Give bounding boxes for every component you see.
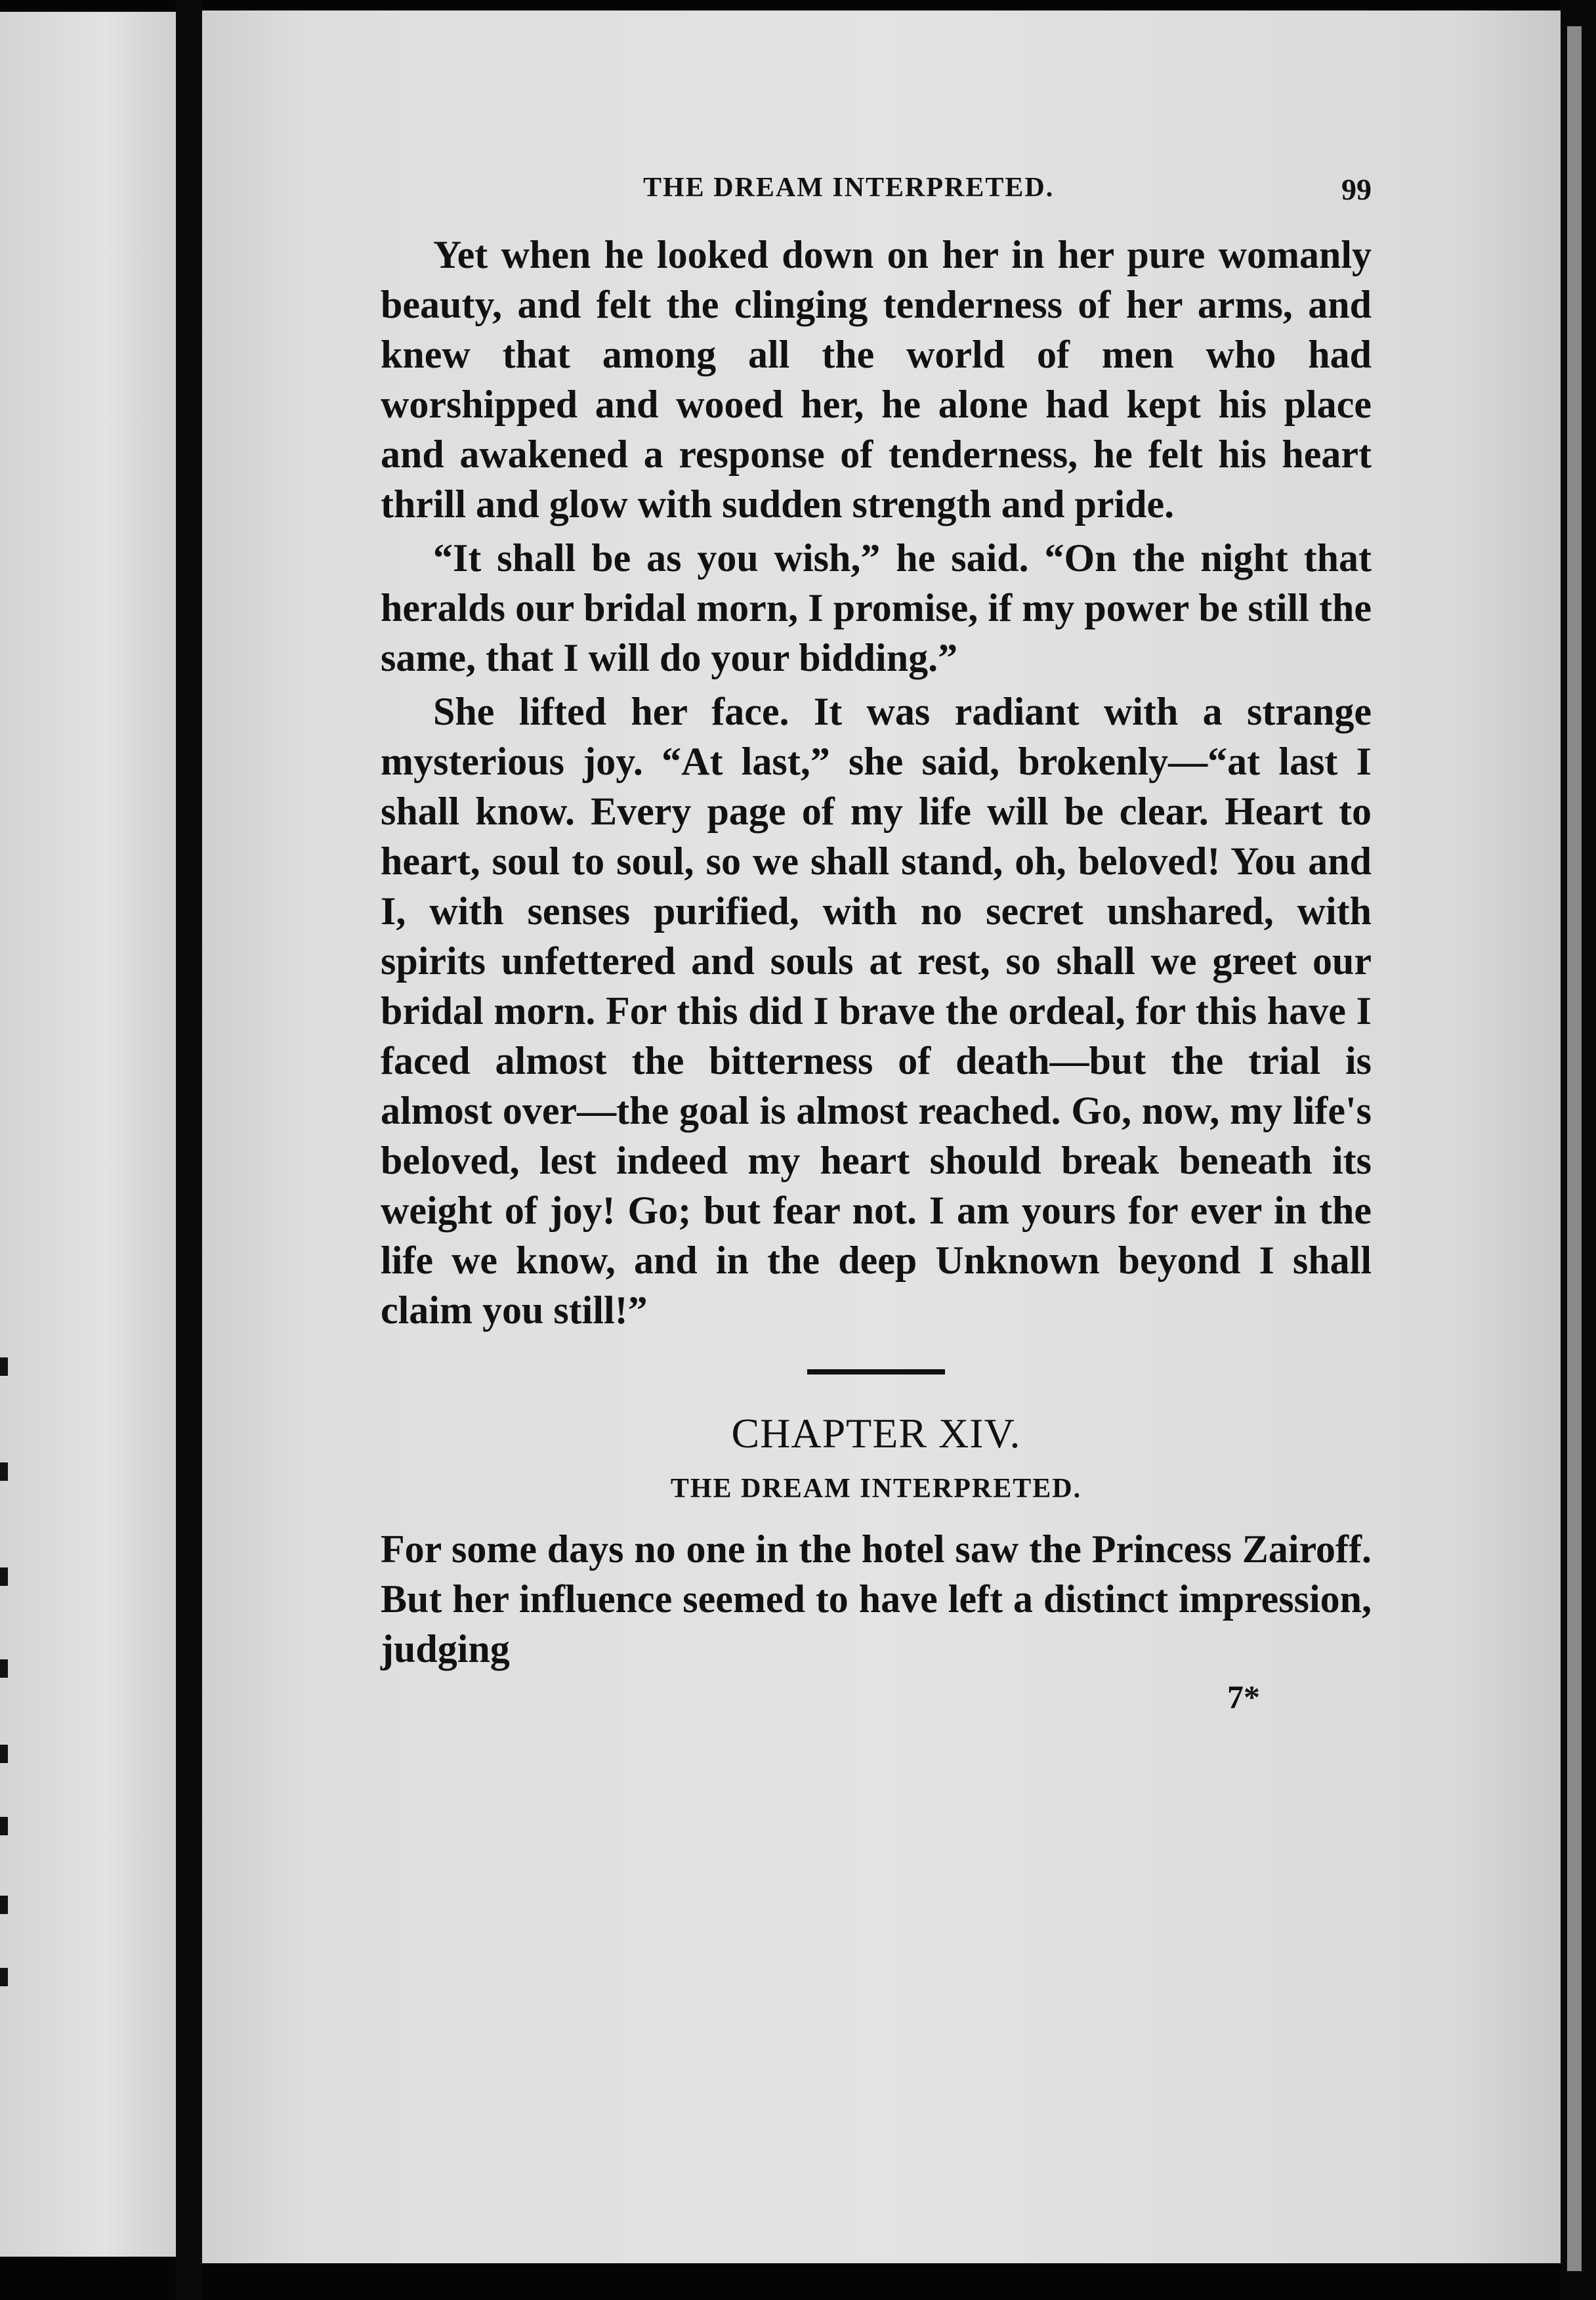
paragraph: “It shall be as you wish,” he said. “On the night that heralds our bridal morn, I promise, if my power be still the same, that I will do your bidding.” xyxy=(381,536,1372,679)
page-text xyxy=(381,172,1372,1716)
facing-page-edge xyxy=(0,12,176,2257)
paragraph: She lifted her face. It was radiant with a strange mysterious joy. “At last,” she said, brokenly—“at last I shall know. Every page of my life will be clear. Heart to heart, soul to soul, so we shall stand, oh, beloved! You and I, with senses purified, with no secret unshared, with spirits unfettered and souls at rest, so shall we greet our bridal morn. For this did I brave the ordeal, for this have I faced almost the bitterness of death—but the trial is almost over—the goal is almost reached. Go, now, my life's beloved, lest indeed my heart should break beneath its weight of joy! Go; but fear not. I am yours for ever in the life we know, and in the deep Unknown beyond I shall claim you still!” xyxy=(381,690,1372,1332)
page-edge xyxy=(1561,0,1596,2300)
paragraph: Yet when he looked down on her in her pure womanly beauty, and felt the clinging tenderness of her arms, and knew that among all the world of men who had worshipped and wooed her, he alone had kept his place and awakened a response of tenderness, he felt his heart thrill and glow with sudden strength and pride. xyxy=(381,233,1372,526)
book-gutter xyxy=(176,0,202,2300)
chapter-subtitle: THE DREAM INTERPRETED. xyxy=(670,1474,1082,1504)
signature-mark: 7* xyxy=(1227,1678,1260,1715)
chapter-opening-paragraph: For some days no one in the hotel saw the Princess Zairoff. But her influence seemed to have left a distinct impression, judging xyxy=(381,1527,1372,1671)
chapter-title: CHAPTER XIV. xyxy=(731,1410,1021,1457)
facing-page-text-fragments xyxy=(0,1357,13,2014)
running-title: THE DREAM INTERPRETED. xyxy=(643,173,1055,203)
page-number: 99 xyxy=(1341,173,1372,206)
section-rule xyxy=(807,1369,945,1374)
running-head xyxy=(381,172,1372,218)
